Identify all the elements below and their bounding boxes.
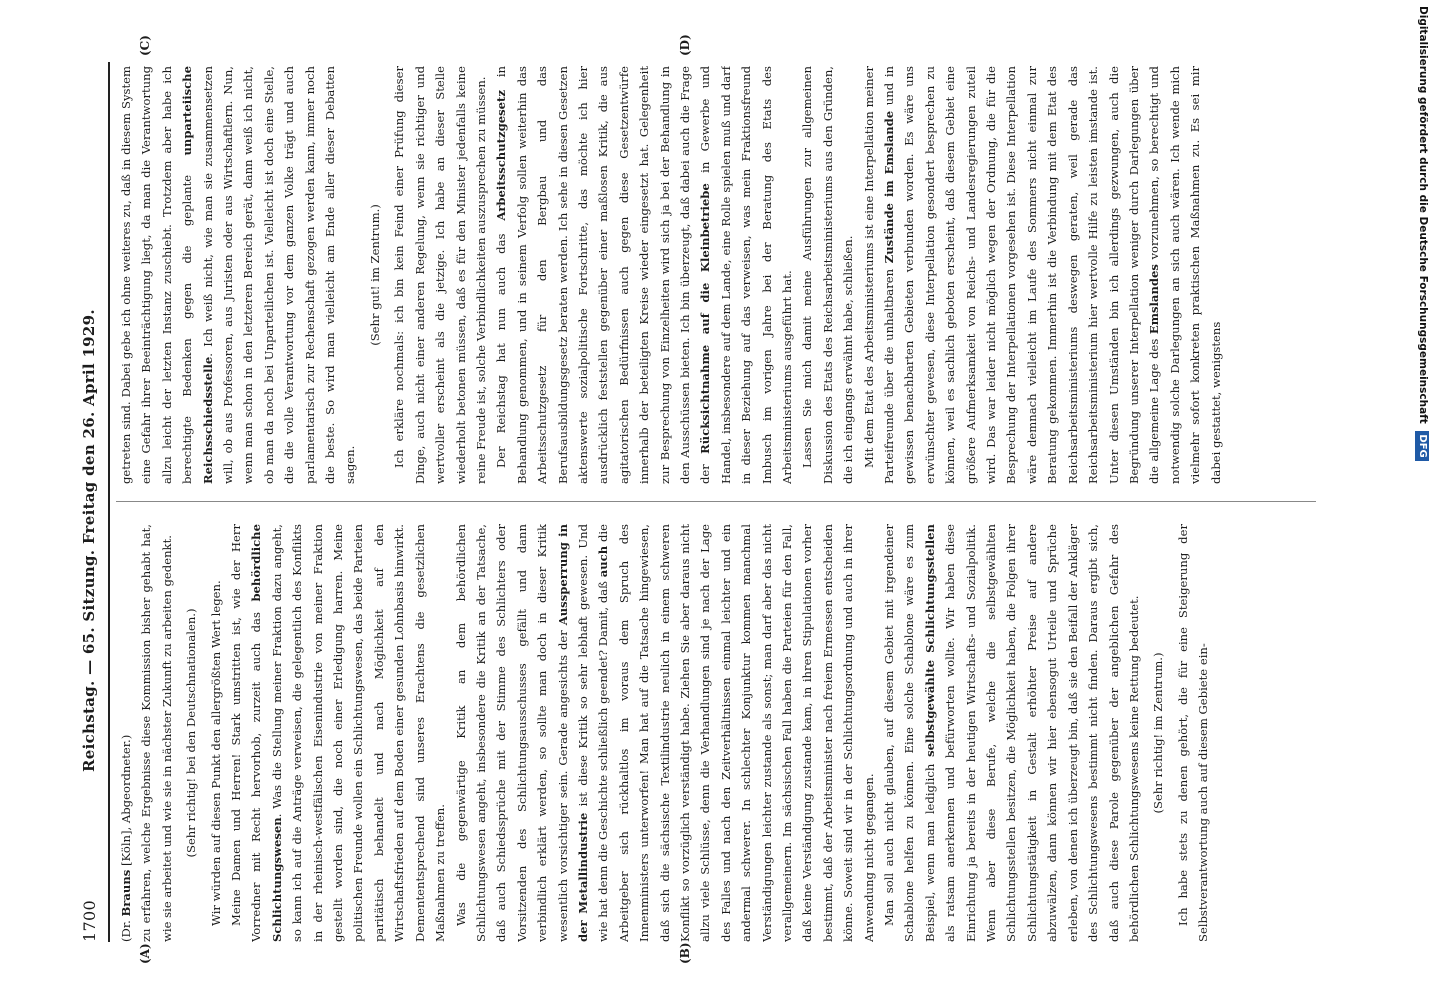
dfg-note-text — [1414, 6, 1432, 996]
right-paragraph: getreten sind. Dabei gebe ich ohne weiteres zu, daß in diesem System eine Gefahr ihrer Beeinträchtigung liegt, da man die Verantwortung allzu leicht der letzten Instanz zuschiebt. Trotzdem aber habe ich berechtigte Bedenken gegen die geplante unparteiische Reichsschiedsstelle. Ich weiß nicht, wie man sie zusammensetzen will, ob aus Professoren, aus Juristen oder aus Wirtschaftlern. Nun, wenn man schon in den letzteren Bereich gerät, dann weiß ich nicht, ob man da noch bei Unparteilichen ist. Vielleicht ist doch eine Stelle, die die volle Verantwortung vor dem ganzen Volke trägt und auch parlamentarisch zur Rechenschaft gezogen werden kann, immer noch die beste. So wird man vielleicht am Ende aller dieser Debatten sagen. — [119, 66, 358, 484]
left-paragraph: zu erfahren, welche Ergebnisse diese Kommission bisher gehabt hat, wie sie arbeitet und wie sie in nächster Zukunft zu arbeiten gedenkt. — [139, 524, 174, 942]
right-column — [116, 66, 1316, 484]
left-column — [116, 524, 1316, 942]
dfg-note-label: Digitalisierung gefördert durch die Deutsche Forschungsgemeinschaft — [1417, 6, 1429, 424]
header-rule — [108, 62, 110, 942]
left-paragraph: Ich habe stets zu denen gehört, die für eine Steigerung der Selbstverantwortung auch auf diesem Gebiete ein- — [1175, 524, 1211, 942]
left-interjection: (Sehr richtig! bei den Deutschnationalen.) — [184, 608, 199, 858]
right-interjection: (Sehr gut! im Zentrum.) — [367, 204, 382, 346]
left-paragraph: Man soll auch nicht glauben, auf diesem Gebiet mit irgendeiner Schablone helfen zu können. Eine solche Schablone wäre es zum Beispiel, wenn man lediglich selbstgewählte Schlichtungsstellen als ratsam anerkennen und befürworten wollte. Wir haben diese Einrichtung ja bereits in der heutigen Wirtschafts- und Sozialpolitik. Wenn aber diese Berufe, welche die selbstgewählten Schlichtungsstellen besitzen, die Möglichkeit haben, die Folgen ihrer Schlichtungstätigkeit in Gestalt erhöhter Preise auf andere abzuwälzen, dann können wir hier ebensogut Urteile und Sprüche erleben, von denen ich überzeugt bin, daß sie den Beifall der Ankläger des Schlichtungswesens bestimmt nicht finden. Daraus ergibt sich, daß auch diese Parole gegenüber der angeblichen Gefahr des behördlichen Schlichtungswesens keine Rettung bedeutet. — [882, 524, 1141, 942]
right-paragraph: Lassen Sie mich damit meine Ausführungen zur allgemeinen Diskussion des Etats des Reichsarbeitsministeriums aus den Gründen, die ich eingangs erwähnt habe, schließen. — [800, 66, 856, 484]
margin-mark-d: (D) — [678, 34, 692, 56]
dfg-logo: DFG — [1415, 431, 1429, 460]
running-head: Reichstag. — 65. Sitzung. Freitag den 26. April 1929. — [80, 309, 98, 772]
margin-mark-c: (C) — [138, 35, 152, 56]
left-paragraph: Wir würden auf diesen Punkt den allergrößten Wert legen. — [208, 580, 223, 926]
left-interjection: (Sehr richtig! im Zentrum.) — [1151, 652, 1166, 814]
left-paragraph: Meine Damen und Herren! Stark umstritten ist, wie der Herr Vorredner mit Recht hervorhob, zurzeit auch das behördliche Schlichtungswesen. Was die Stellung meiner Fraktion dazu angeht, so kann ich auf die Anträge verweisen, die gelegentlich des Konflikts in der rheinisch-westfälischen Eisenindustrie von meiner Fraktion gestellt worden sind, die noch einer Erledigung harren. Meine politischen Freunde wollen ein Schlichtungswesen, das beide Parteien paritätisch behandelt und nach Möglichkeit auf den Wirtschaftsfrieden auf dem Boden einer gesunden Lohnbasis hinwirkt. Demententsprechend sind unseres Erachtens die gesetzlichen Maßnahmen zu treffen. — [229, 524, 448, 942]
right-paragraph: Mit dem Etat des Arbeitsministeriums ist eine Interpellation meiner Parteifreunde über die unhaltbaren Zustände im Emslande und in gewissen benachbarten Gebieten verbunden worden. Es wäre uns erwünschter gewesen, diese Interpellation gesondert besprechen zu können, weil es sachlich geboten erscheint, daß diesem Gebiet eine größere Aufmerksamkeit von Reichs- und Landesregierungen zuteil wird. Das war leider nicht möglich wegen der Ordnung, die für die Besprechung der Interpellationen vorgesehen ist. Diese Interpellation wäre demnach vielleicht im Laufe des Sommers nicht einmal zur Beratung gekommen. Immerhin ist die Verbindung mit dem Etat des Reichsarbeitsministeriums deswegen geraten, weil gerade das Reichsarbeitsministerium hier wertvolle Hilfe zu leisten imstande ist. Unter diesen Umständen bin ich allerdings gezwungen, auch die Begründung unserer Interpellation weniger durch Darlegungen über die allgemeine Lage des Emslandes vorzunehmen, so berechtigt und notwendig solche Darlegungen an sich auch wären. Ich wende mich vielmehr sofort konkreten praktischen Maßnahmen zu. Es sei mir dabei gestattet, wenigstens — [861, 66, 1223, 484]
column-divider — [116, 501, 1316, 502]
dfg-side-note — [1414, 6, 1432, 996]
left-paragraph: Was die gegenwärtige Kritik an dem behördlichen Schlichtungswesen angeht, insbesondere die Kritik an der Tatsache, daß auch Schiedssprüche mit der Stimme des Schlichters oder Vorsitzenden des Schlichtungsausschusses gefällt und dann verbindlich erklärt werden, so sollte man doch in dieser Kritik wesentlich vorsichtiger sein. Gerade angesichts der Aussperrung in der Metallindustrie ist diese Kritik so sehr lebhaft gewesen. Und wie hat denn die Geschichte schließlich geendet? Damit, daß auch die Arbeitgeber sich rückhaltlos im voraus dem Spruch des Innenministers unterworfen! Man hat auf die Tatsache hingewiesen, daß sich die sächsische Textilindustrie neulich in einem schweren Konflikt so vorzüglich verständigt habe. Ziehen Sie aber daraus nicht allzu viele Schlüsse, denn die Verhandlungen sind je nach der Lage des Falles und nach den Zeitverhältnissen einmal leichter und ein andermal schwerer. In schlechter Konjunktur kommen manchmal Verständigungen leichter zustande als sonst; man darf aber das nicht verallgemeinern. Im sächsischen Fall haben die Parteien für den Fall, daß keine Verständigung zustande kam, in ihren Stipulationen vorher bestimmt, daß der Arbeitsminister nach freiem Ermessen entscheiden könne. Soweit sind wir in der Schlichtungsordnung und auch in ihrer Anwendung nicht gegangen. — [453, 524, 876, 942]
margin-mark-a: (A) — [138, 943, 152, 964]
margin-mark-b: (B) — [678, 942, 692, 964]
left-paragraph: (Dr. Brauns [Köln], Abgeordneter.) — [119, 734, 133, 942]
right-paragraph: Der Reichstag hat nun auch das Arbeitsschutzgesetz in Behandlung genommen, und in seinem Verfolg sollen weiterhin das Arbeitsschutzgesetz für den Bergbau und das Berufsausbildungsgesetz beraten werden. Ich sehe in diesen Gesetzen aktenswerte sozialpolitische Fortschritte, das möchte ich hier ausdrücklich feststellen gegenüber einer maßlosen Kritik, die aus agitatorischen Bedürfnissen auch gegen diese Gesetzentwürfe innerhalb der beteiligten Kreise wieder eingesetzt hat. Gelegenheit zur Besprechung von Einzelheiten wird sich ja bei der Behandlung in den Ausschüssen bieten. Ich bin überzeugt, daß dabei auch die Frage der Rücksichtnahme auf die Kleinbetriebe in Gewerbe und Handel, insbesondere auf dem Lande, eine Rolle spielen muß und darf in dieser Beziehung auf das verweisen, was mein Fraktionsfreund Imbusch im vorigen Jahre bei der Beratung des Etats des Arbeitsministeriums ausgeführt hat. — [494, 66, 794, 484]
right-paragraph: Ich erkläre nochmals: ich bin kein Feind einer Prüfung dieser Dinge, auch nicht einer anderen Regelung, wenn sie richtiger und wertvoller erscheint als die jetzige. Ich habe an dieser Stelle wiederholt betonen müssen, daß es für den Minister jedenfalls keine reine Freude ist, solche Verbindlichkeiten auszusprechen zu müssen. — [392, 66, 488, 484]
page-number: 1700 — [80, 900, 99, 942]
page-header — [78, 62, 104, 942]
scanned-page — [78, 34, 1328, 964]
